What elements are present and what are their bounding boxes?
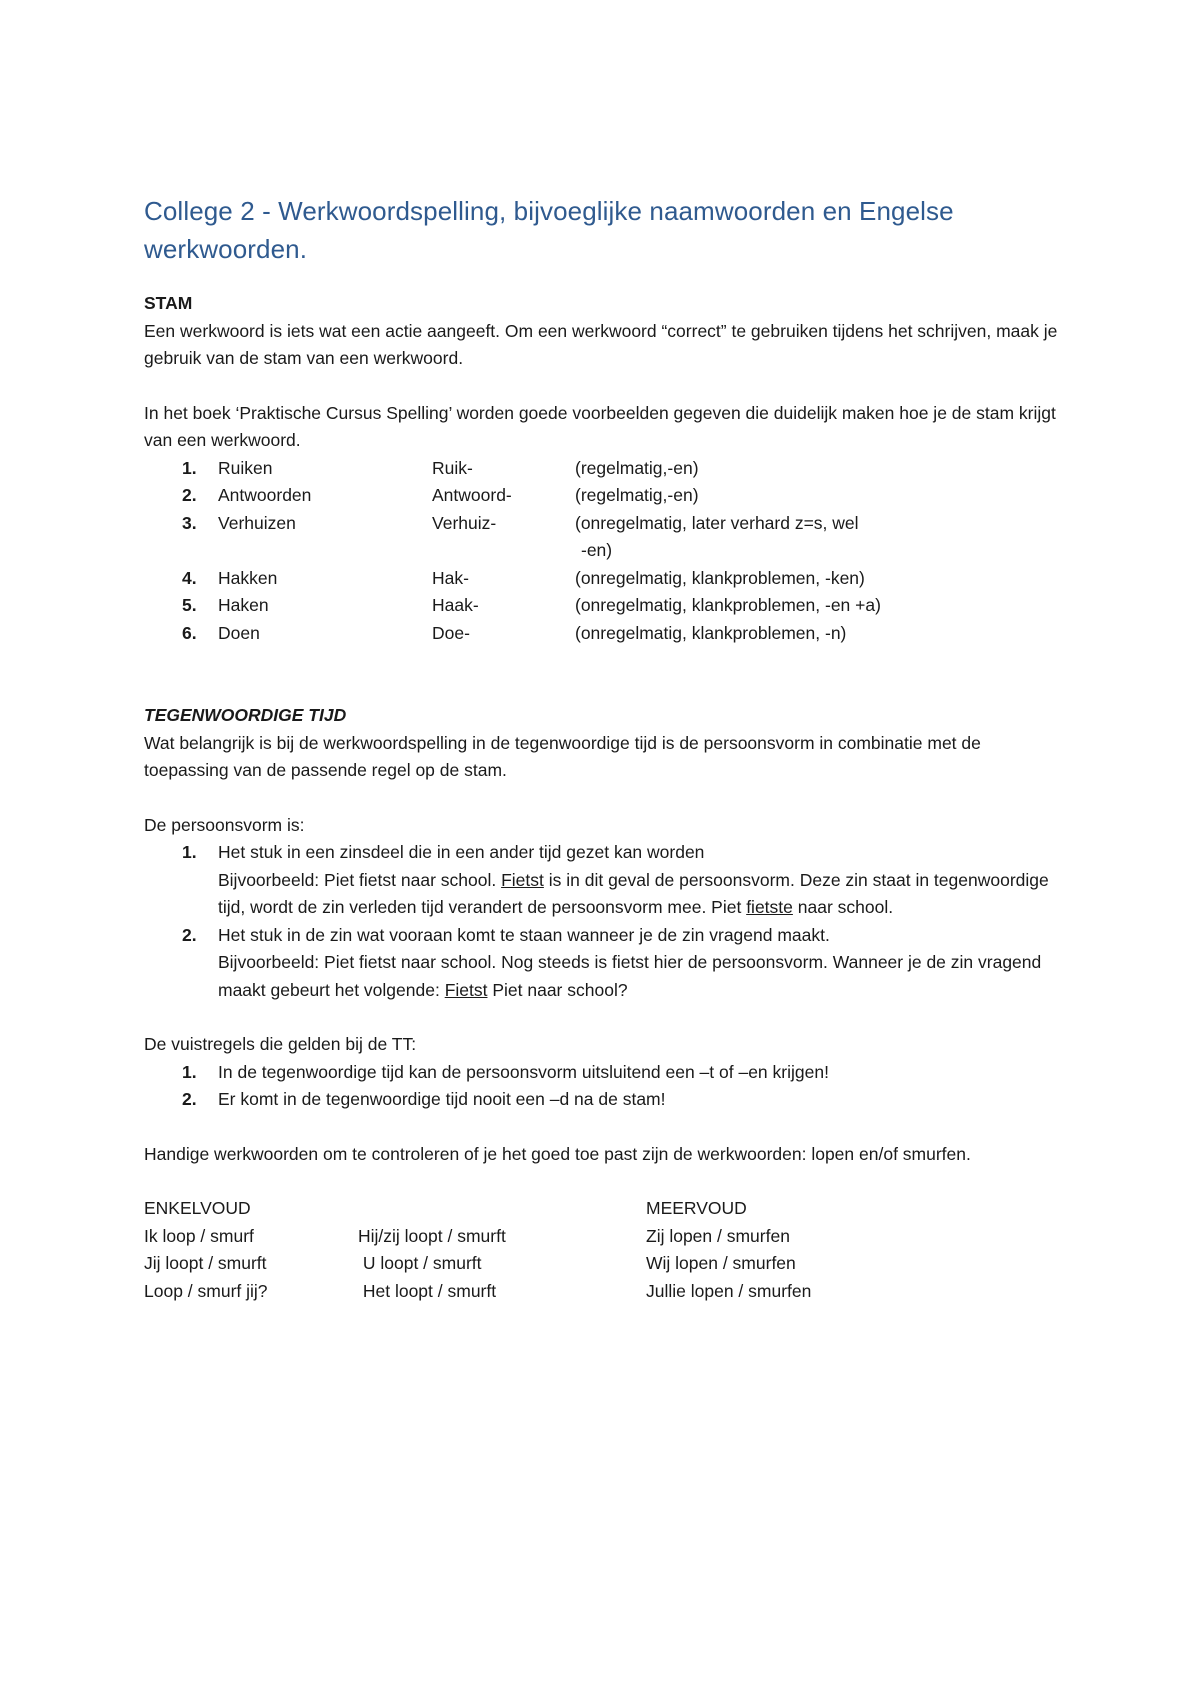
verb: Haken	[218, 595, 269, 615]
document-page	[144, 192, 1064, 1305]
conjugation-cell: Het loopt / smurft	[358, 1280, 497, 1301]
verb: Antwoorden	[218, 485, 312, 505]
conjugation-header	[144, 1195, 1064, 1223]
conjugation-cell: Zij lopen / smurfen	[646, 1225, 790, 1246]
pv-definition-1: Het stuk in een zinsdeel die in een ander tijd gezet kan worden	[218, 842, 705, 862]
list-number: 1.	[182, 457, 197, 478]
pv-list	[144, 839, 1064, 1004]
stam-paragraph-1: Een werkwoord is iets wat een actie aangeeft. Om een werkwoord “correct” te gebruiken tijdens het schrijven, maak je gebruik van de stam van een werkwoord.	[144, 320, 1058, 368]
list-item	[144, 1059, 1064, 1087]
conjugation-row	[144, 1250, 1064, 1278]
list-item	[144, 482, 1064, 510]
verb: Hakken	[218, 567, 278, 588]
rule-text: In de tegenwoordige tijd kan de persoonsvorm uitsluitend een –t of –en krijgen!	[218, 1061, 829, 1082]
list-item	[144, 922, 1064, 1005]
example-text: Bijvoorbeeld: Piet fietst naar school.	[218, 869, 502, 890]
conjugation-cell: Loop / smurf jij?	[144, 1280, 268, 1301]
list-item	[144, 455, 1064, 483]
list-item	[144, 620, 1064, 648]
note: (regelmatig,-en)	[575, 457, 699, 478]
note: (onregelmatig, klankproblemen, -ken)	[575, 567, 865, 588]
list-number: 6.	[182, 622, 197, 643]
example-text: Bijvoorbeeld: Piet fietst naar school. Nog steeds is fietst hier de persoonsvorm. Wanneer je de zin vragend maakt gebeurt het volgende:	[218, 952, 1042, 1000]
list-number: 2.	[182, 485, 197, 505]
underlined-word: Fietst	[444, 979, 488, 1000]
conjugation-cell: Jullie lopen / smurfen	[646, 1280, 812, 1301]
example-text: naar school.	[792, 897, 894, 917]
conjugation-cell: U loopt / smurft	[358, 1253, 482, 1273]
conjugation-cell: Ik loop / smurf	[144, 1225, 254, 1246]
list-item	[144, 510, 1064, 565]
list-number: 5.	[182, 595, 197, 615]
verb: Verhuizen	[218, 512, 296, 533]
verb: Ruiken	[218, 457, 273, 478]
pv-definition-2: Het stuk in de zin wat vooraan komt te staan wanneer je de zin vragend maakt.	[218, 924, 830, 945]
example-text: Piet naar school?	[487, 979, 628, 1000]
pv-item-text	[218, 922, 1064, 1005]
list-item	[144, 839, 1064, 922]
stem: Haak-	[432, 595, 479, 615]
rules-intro: De vuistregels die gelden bij de TT:	[144, 1034, 417, 1054]
list-number: 2.	[182, 1089, 197, 1109]
conjugation-row	[144, 1223, 1064, 1251]
meervoud-label: MEERVOUD	[646, 1198, 747, 1218]
list-number: 2.	[182, 924, 197, 945]
note-line-2: -en)	[581, 540, 613, 560]
list-number: 1.	[182, 842, 197, 862]
conjugation-row	[144, 1278, 1064, 1306]
note	[575, 510, 915, 565]
pv-intro: De persoonsvorm is:	[144, 814, 305, 835]
stem: Hak-	[432, 567, 469, 588]
document-title: College 2 - Werkwoordspelling, bijvoeglijke naamwoorden en Engelse werkwoorden.	[144, 196, 954, 264]
verb: Doen	[218, 622, 260, 643]
tt-paragraph-1: Wat belangrijk is bij de werkwoordspelling in de tegenwoordige tijd is de persoonsvorm in combinatie met de toepassing van de passende regel op de stam.	[144, 732, 981, 780]
conjugation-cell: Jij loopt / smurft	[144, 1253, 267, 1273]
tt-heading: TEGENWOORDIGE TIJD	[144, 705, 347, 725]
list-item	[144, 565, 1064, 593]
stem: Antwoord-	[432, 485, 512, 505]
note: (onregelmatig, klankproblemen, -n)	[575, 622, 847, 643]
underlined-word: Fietst	[501, 869, 544, 890]
underlined-word: fietste	[746, 897, 793, 917]
conjugation-cell: Hij/zij loopt / smurft	[358, 1225, 506, 1246]
enkelvoud-label: ENKELVOUD	[144, 1198, 251, 1218]
note-line-1: (onregelmatig, later verhard z=s, wel	[575, 512, 859, 533]
list-item	[144, 1086, 1064, 1114]
example-text: is in dit geval de persoonsvorm. Deze zin staat in tegenwoordige tijd, wordt de zin verleden tijd verandert de persoonsvorm mee. Piet	[218, 869, 1049, 917]
conjugation-cell: Wij lopen / smurfen	[646, 1253, 796, 1273]
stem: Ruik-	[432, 457, 473, 478]
note: (regelmatig,-en)	[575, 485, 699, 505]
note: (onregelmatig, klankproblemen, -en +a)	[575, 595, 881, 615]
rule-text: Er komt in de tegenwoordige tijd nooit een –d na de stam!	[218, 1089, 666, 1109]
empty-cell	[358, 1195, 646, 1223]
list-number: 1.	[182, 1061, 197, 1082]
stam-heading: STAM	[144, 293, 193, 313]
stam-paragraph-2: In het boek ‘Praktische Cursus Spelling’ worden goede voorbeelden gegeven die duidelijk maken hoe je de stam krijgt van een werkwoord.	[144, 402, 1056, 450]
handy-verbs-paragraph: Handige werkwoorden om te controleren of je het goed toe past zijn de werkwoorden: lopen en/of smurfen.	[144, 1143, 971, 1164]
pv-item-text	[218, 839, 1064, 922]
list-number: 4.	[182, 567, 197, 588]
list-item	[144, 592, 1064, 620]
stem-list	[144, 455, 1064, 648]
list-number: 3.	[182, 512, 197, 533]
conjugation-table	[144, 1195, 1064, 1305]
stem: Doe-	[432, 622, 470, 643]
stem: Verhuiz-	[432, 512, 497, 533]
rules-list	[144, 1059, 1064, 1114]
